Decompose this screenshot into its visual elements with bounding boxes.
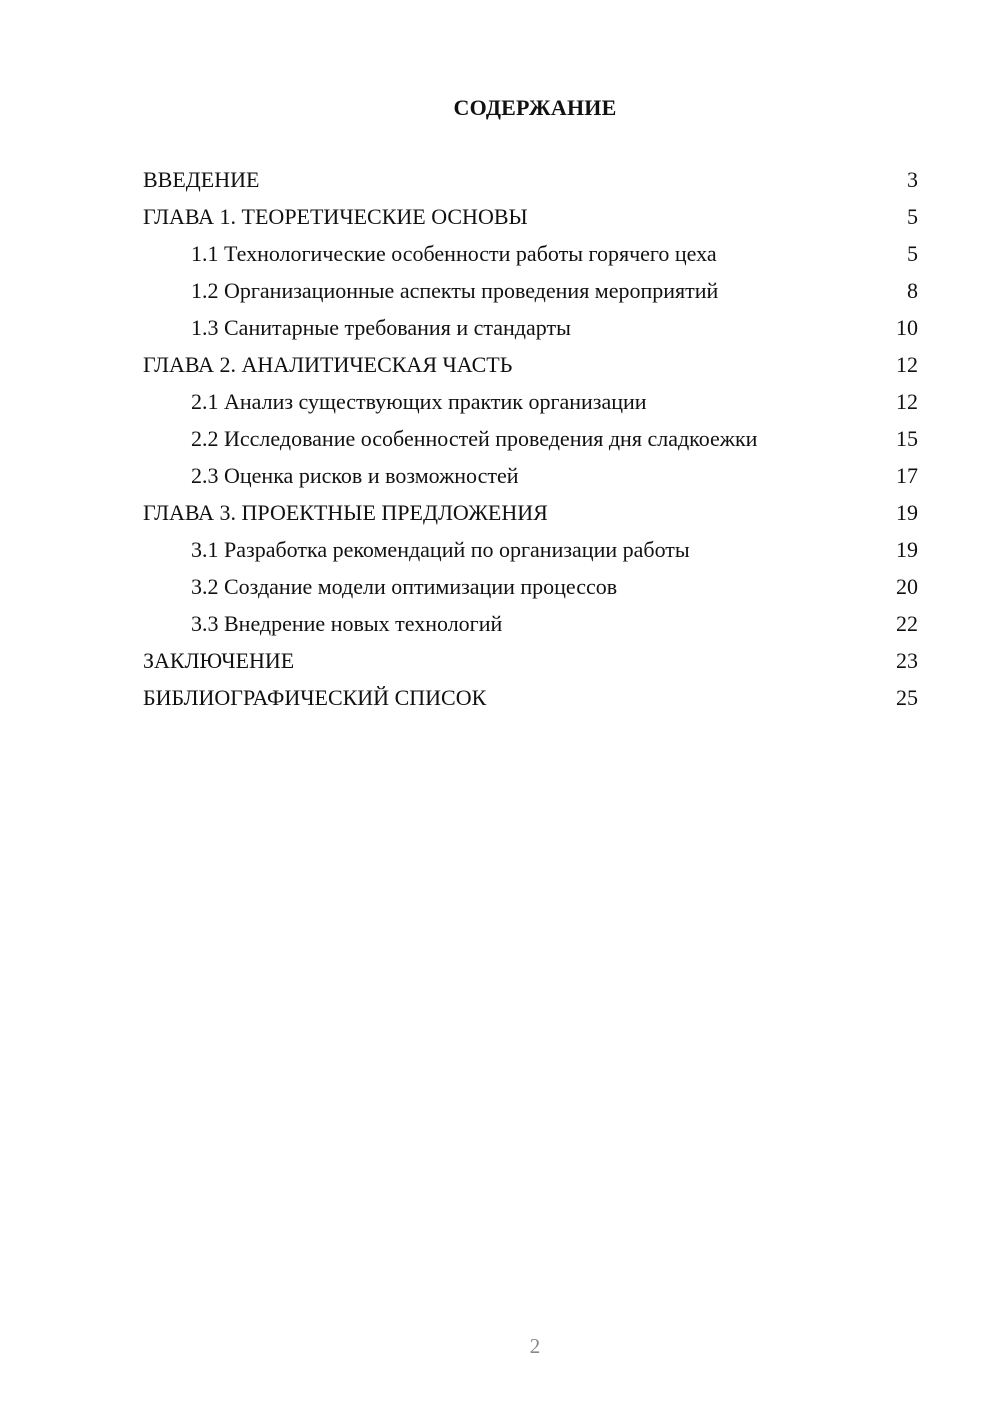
toc-entry-section-1-3 (143, 314, 918, 341)
toc-entry-section-3-2 (143, 573, 918, 600)
toc-entry-label: 3.1 Разработка рекомендаций по организации работы (191, 537, 690, 562)
toc-entry-label: 1.2 Организационные аспекты проведения мероприятий (191, 278, 719, 303)
toc-entry-page: 22 (896, 611, 918, 636)
toc-entry-bibliography (143, 684, 918, 711)
toc-entry-conclusion (143, 647, 918, 674)
toc-entry-label: 2.3 Оценка рисков и возможностей (191, 463, 519, 488)
toc-entry-label: ВВЕДЕНИЕ (143, 167, 260, 192)
toc-entry-section-2-2 (143, 425, 918, 452)
toc-entry-label: 3.2 Создание модели оптимизации процессов (191, 574, 618, 599)
toc-entry-page: 19 (896, 500, 918, 525)
toc-entry-page: 8 (907, 278, 918, 303)
toc-entry-label: ГЛАВА 2. АНАЛИТИЧЕСКАЯ ЧАСТЬ (143, 352, 513, 377)
toc-entry-page: 25 (896, 685, 918, 710)
toc-entry-introduction (143, 166, 918, 193)
toc-entry-page: 12 (896, 352, 918, 377)
toc-entry-chapter-3 (143, 499, 918, 526)
page-title: СОДЕРЖАНИЕ (453, 95, 617, 120)
toc-entry-page: 20 (896, 574, 918, 599)
toc-entry-label: 3.3 Внедрение новых технологий (191, 611, 503, 636)
page-number: 2 (529, 1334, 541, 1358)
toc-entry-chapter-2 (143, 351, 918, 378)
toc-entry-section-2-3 (143, 462, 918, 489)
toc-entry-page: 23 (896, 648, 918, 673)
toc-entry-page: 17 (896, 463, 918, 488)
table-of-contents (143, 166, 918, 721)
toc-entry-label: 2.1 Анализ существующих практик организации (191, 389, 647, 414)
toc-entry-label: ЗАКЛЮЧЕНИЕ (143, 648, 295, 673)
toc-entry-page: 5 (907, 241, 918, 266)
toc-entry-section-1-2 (143, 277, 918, 304)
toc-entry-section-2-1 (143, 388, 918, 415)
toc-entry-label: ГЛАВА 3. ПРОЕКТНЫЕ ПРЕДЛОЖЕНИЯ (143, 500, 548, 525)
toc-entry-label: 1.1 Технологические особенности работы горячего цеха (191, 241, 717, 266)
toc-entry-page: 10 (896, 315, 918, 340)
toc-entry-label: 1.3 Санитарные требования и стандарты (191, 315, 571, 340)
toc-entry-section-3-3 (143, 610, 918, 637)
toc-entry-page: 3 (907, 167, 918, 192)
toc-entry-section-1-1 (143, 240, 918, 267)
toc-entry-chapter-1 (143, 203, 918, 230)
toc-entry-page: 5 (907, 204, 918, 229)
toc-entry-page: 19 (896, 537, 918, 562)
toc-entry-section-3-1 (143, 536, 918, 563)
toc-entry-label: ГЛАВА 1. ТЕОРЕТИЧЕСКИЕ ОСНОВЫ (143, 204, 528, 229)
toc-entry-label: 2.2 Исследование особенностей проведения дня сладкоежки (191, 426, 758, 451)
toc-entry-page: 15 (896, 426, 918, 451)
toc-entry-label: БИБЛИОГРАФИЧЕСКИЙ СПИСОК (143, 685, 487, 710)
toc-entry-page: 12 (896, 389, 918, 414)
